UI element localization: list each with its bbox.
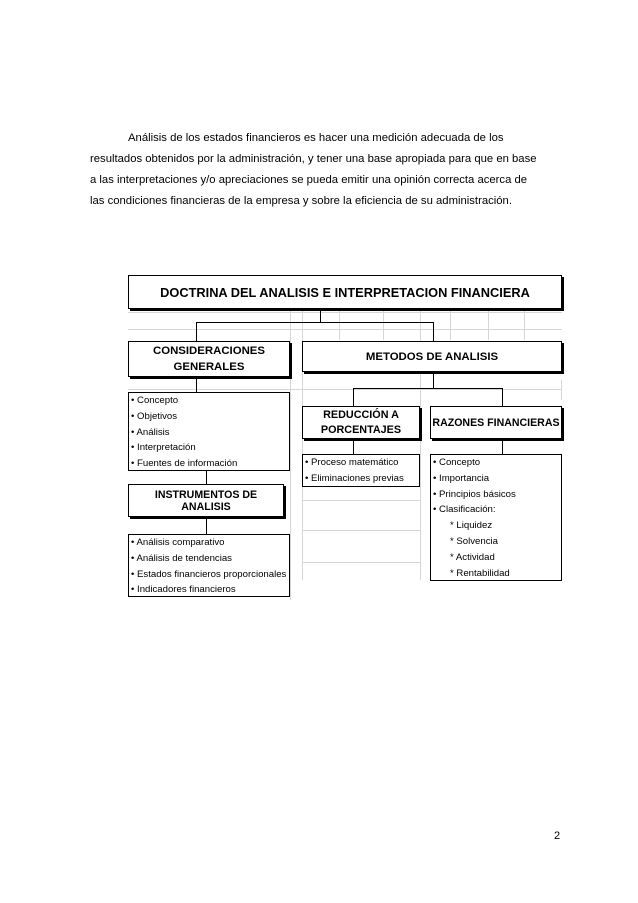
gridline xyxy=(128,389,562,390)
list-sub-item: * Rentabilidad xyxy=(450,567,510,579)
connector-line xyxy=(433,322,434,341)
list-item: • Concepto xyxy=(433,457,481,468)
list-sub-item: * Liquidez xyxy=(450,520,493,532)
list-item: • Análisis comparativo xyxy=(131,537,225,548)
list-item: • Análisis de tendencias xyxy=(131,552,232,564)
list-item: • Importancia xyxy=(433,472,490,484)
gridline xyxy=(561,380,562,400)
connector-line xyxy=(502,388,503,406)
reduction-label-line1: REDUCCIÓN A xyxy=(323,408,399,421)
gridline xyxy=(383,310,384,340)
reduction-label-line2: PORCENTAJES xyxy=(320,423,402,436)
considerations-label-line2: GENERALES xyxy=(173,361,245,373)
connector-line xyxy=(206,470,207,484)
considerations-list xyxy=(128,392,290,471)
ratios-box xyxy=(430,406,562,439)
gridline xyxy=(128,312,562,313)
diagram-title-text: DOCTRINA DEL ANALISIS E INTERPRETACION FINANCIERA xyxy=(160,284,530,300)
page-number: 2 xyxy=(554,830,561,842)
list-item: • Indicadores financieros xyxy=(131,584,236,596)
connector-line xyxy=(206,517,207,534)
considerations-box xyxy=(128,341,290,377)
ratios-list xyxy=(430,454,562,581)
list-item: • Eliminaciones previas xyxy=(305,472,404,484)
connector-line xyxy=(353,439,354,454)
gridline xyxy=(302,562,420,563)
list-item: • Concepto xyxy=(131,395,179,406)
list-item: • Objetivos xyxy=(131,410,178,422)
connector-line xyxy=(196,377,197,393)
paragraph-line: las condiciones financieras de la empresa y sobre la eficiencia de su administración. xyxy=(90,195,512,207)
instruments-label: INSTRUMENTOS DE ANALISIS xyxy=(154,488,258,513)
gridline xyxy=(290,310,291,600)
list-item: • Proceso matemático xyxy=(305,457,399,468)
paragraph-line: Análisis de los estados financieros es hacer una medición adecuada de los xyxy=(128,132,504,144)
gridline xyxy=(488,310,489,340)
reduction-list xyxy=(302,454,420,487)
gridline xyxy=(302,500,420,501)
connector-line xyxy=(502,439,503,454)
list-item: • Análisis xyxy=(131,426,170,438)
considerations-label-line1: CONSIDERACIONES xyxy=(152,345,266,357)
list-item: • Interpretación xyxy=(131,442,196,454)
gridline xyxy=(302,530,420,531)
methods-box xyxy=(302,341,562,372)
diagram-title xyxy=(128,275,562,309)
list-sub-item: * Solvencia xyxy=(450,535,498,547)
connector-line xyxy=(433,372,434,389)
gridline xyxy=(450,310,451,340)
instruments-box xyxy=(128,484,284,517)
reduction-box xyxy=(302,406,420,439)
list-item: • Estados financieros proporcionales xyxy=(131,568,287,580)
connector-line xyxy=(353,388,354,406)
gridline xyxy=(524,310,525,340)
connector-line xyxy=(196,322,197,341)
paragraph-line: resultados obtenidos por la administración, y tener una base apropiada para que en base xyxy=(90,153,537,165)
list-item: • Fuentes de información xyxy=(131,458,238,470)
paragraph-line: a las interpretaciones y/o apreciaciones se pueda emitir una opinión correcta acerca de xyxy=(90,174,528,186)
list-item: • Clasificación: xyxy=(433,504,496,516)
list-item: • Principios básicos xyxy=(433,488,516,500)
connector-line xyxy=(196,322,434,323)
list-sub-item: * Actividad xyxy=(450,551,495,563)
connector-line xyxy=(353,388,503,389)
gridline xyxy=(339,310,340,340)
methods-label: METODOS DE ANALISIS xyxy=(365,350,499,363)
ratios-label: RAZONES FINANCIERAS xyxy=(432,416,560,429)
gridline xyxy=(128,329,562,330)
instruments-list xyxy=(128,534,290,597)
connector-line xyxy=(320,309,321,323)
